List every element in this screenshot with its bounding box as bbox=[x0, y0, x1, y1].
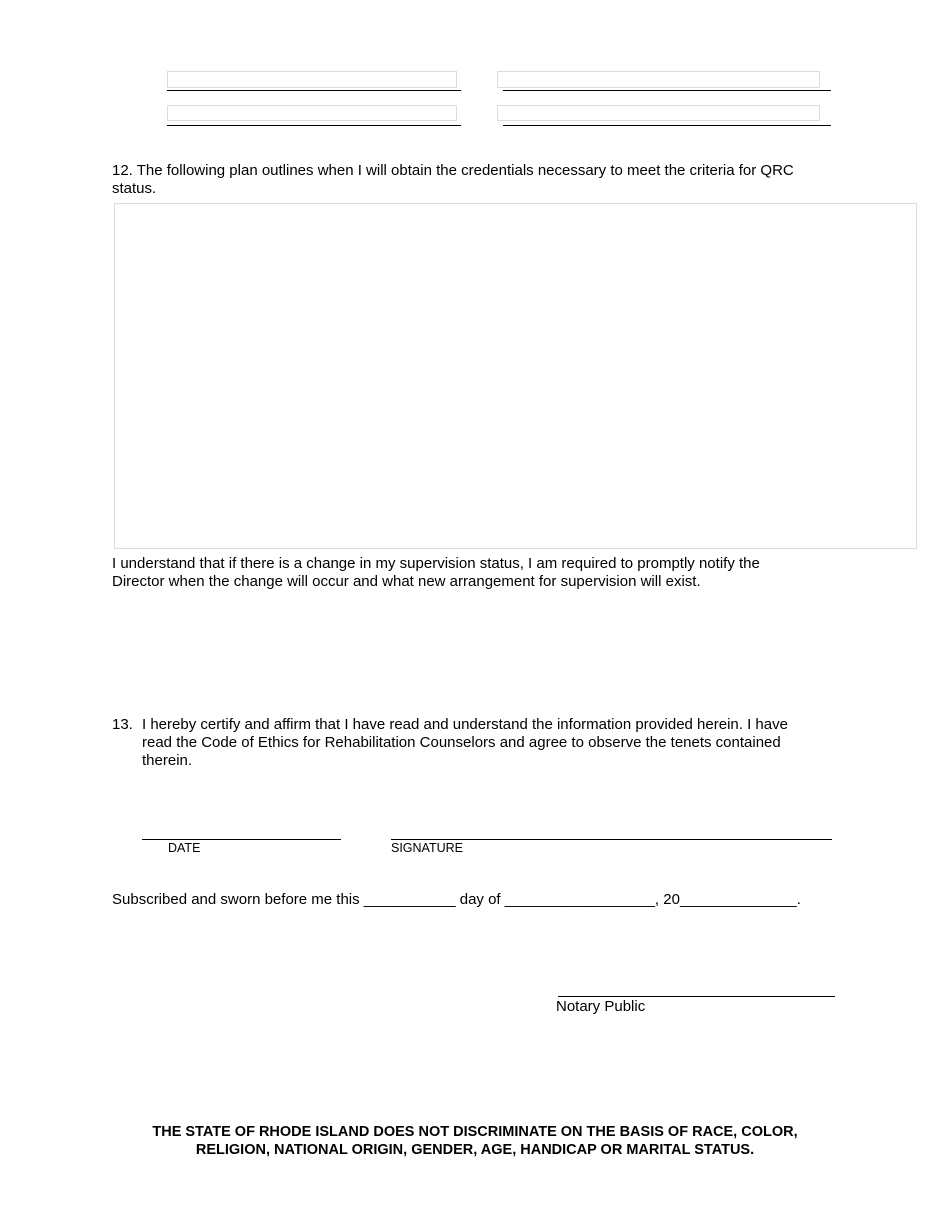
item12-text-line1: 12. The following plan outlines when I will obtain the credentials necessary to meet the criteria for QRC bbox=[112, 162, 794, 179]
item13-line3: therein. bbox=[142, 752, 193, 769]
top-field-4-underline bbox=[503, 125, 831, 126]
top-field-1-underline bbox=[167, 90, 461, 91]
notary-line bbox=[558, 996, 835, 997]
date-line bbox=[142, 839, 341, 840]
top-field-3-underline bbox=[167, 125, 461, 126]
signature-label: SIGNATURE bbox=[391, 841, 463, 855]
date-label: DATE bbox=[168, 841, 201, 855]
sworn-statement: Subscribed and sworn before me this ___________ day of __________________, 20______________. bbox=[112, 891, 801, 908]
top-field-3[interactable] bbox=[167, 105, 457, 121]
top-field-4[interactable] bbox=[497, 105, 820, 121]
top-field-2-underline bbox=[503, 90, 831, 91]
signature-line bbox=[391, 839, 832, 840]
item13-line2: read the Code of Ethics for Rehabilitation Counselors and agree to observe the tenets contained bbox=[142, 734, 781, 751]
credentials-plan-textarea[interactable] bbox=[114, 203, 917, 549]
nondiscrimination-line1: THE STATE OF RHODE ISLAND DOES NOT DISCRIMINATE ON THE BASIS OF RACE, COLOR, bbox=[152, 1124, 798, 1140]
top-field-1[interactable] bbox=[167, 71, 457, 88]
notary-label: Notary Public bbox=[556, 998, 646, 1015]
supervision-notice-line2: Director when the change will occur and what new arrangement for supervision will exist. bbox=[112, 573, 701, 590]
item13-number: 13. bbox=[112, 716, 133, 733]
top-field-2[interactable] bbox=[497, 71, 820, 88]
item13-line1: I hereby certify and affirm that I have read and understand the information provided herein. I have bbox=[142, 716, 788, 733]
supervision-notice-line1: I understand that if there is a change in my supervision status, I am required to promptly notify the bbox=[112, 555, 760, 572]
item12-text-line2: status. bbox=[112, 180, 157, 197]
nondiscrimination-line2: RELIGION, NATIONAL ORIGIN, GENDER, AGE, HANDICAP OR MARITAL STATUS. bbox=[195, 1142, 755, 1158]
